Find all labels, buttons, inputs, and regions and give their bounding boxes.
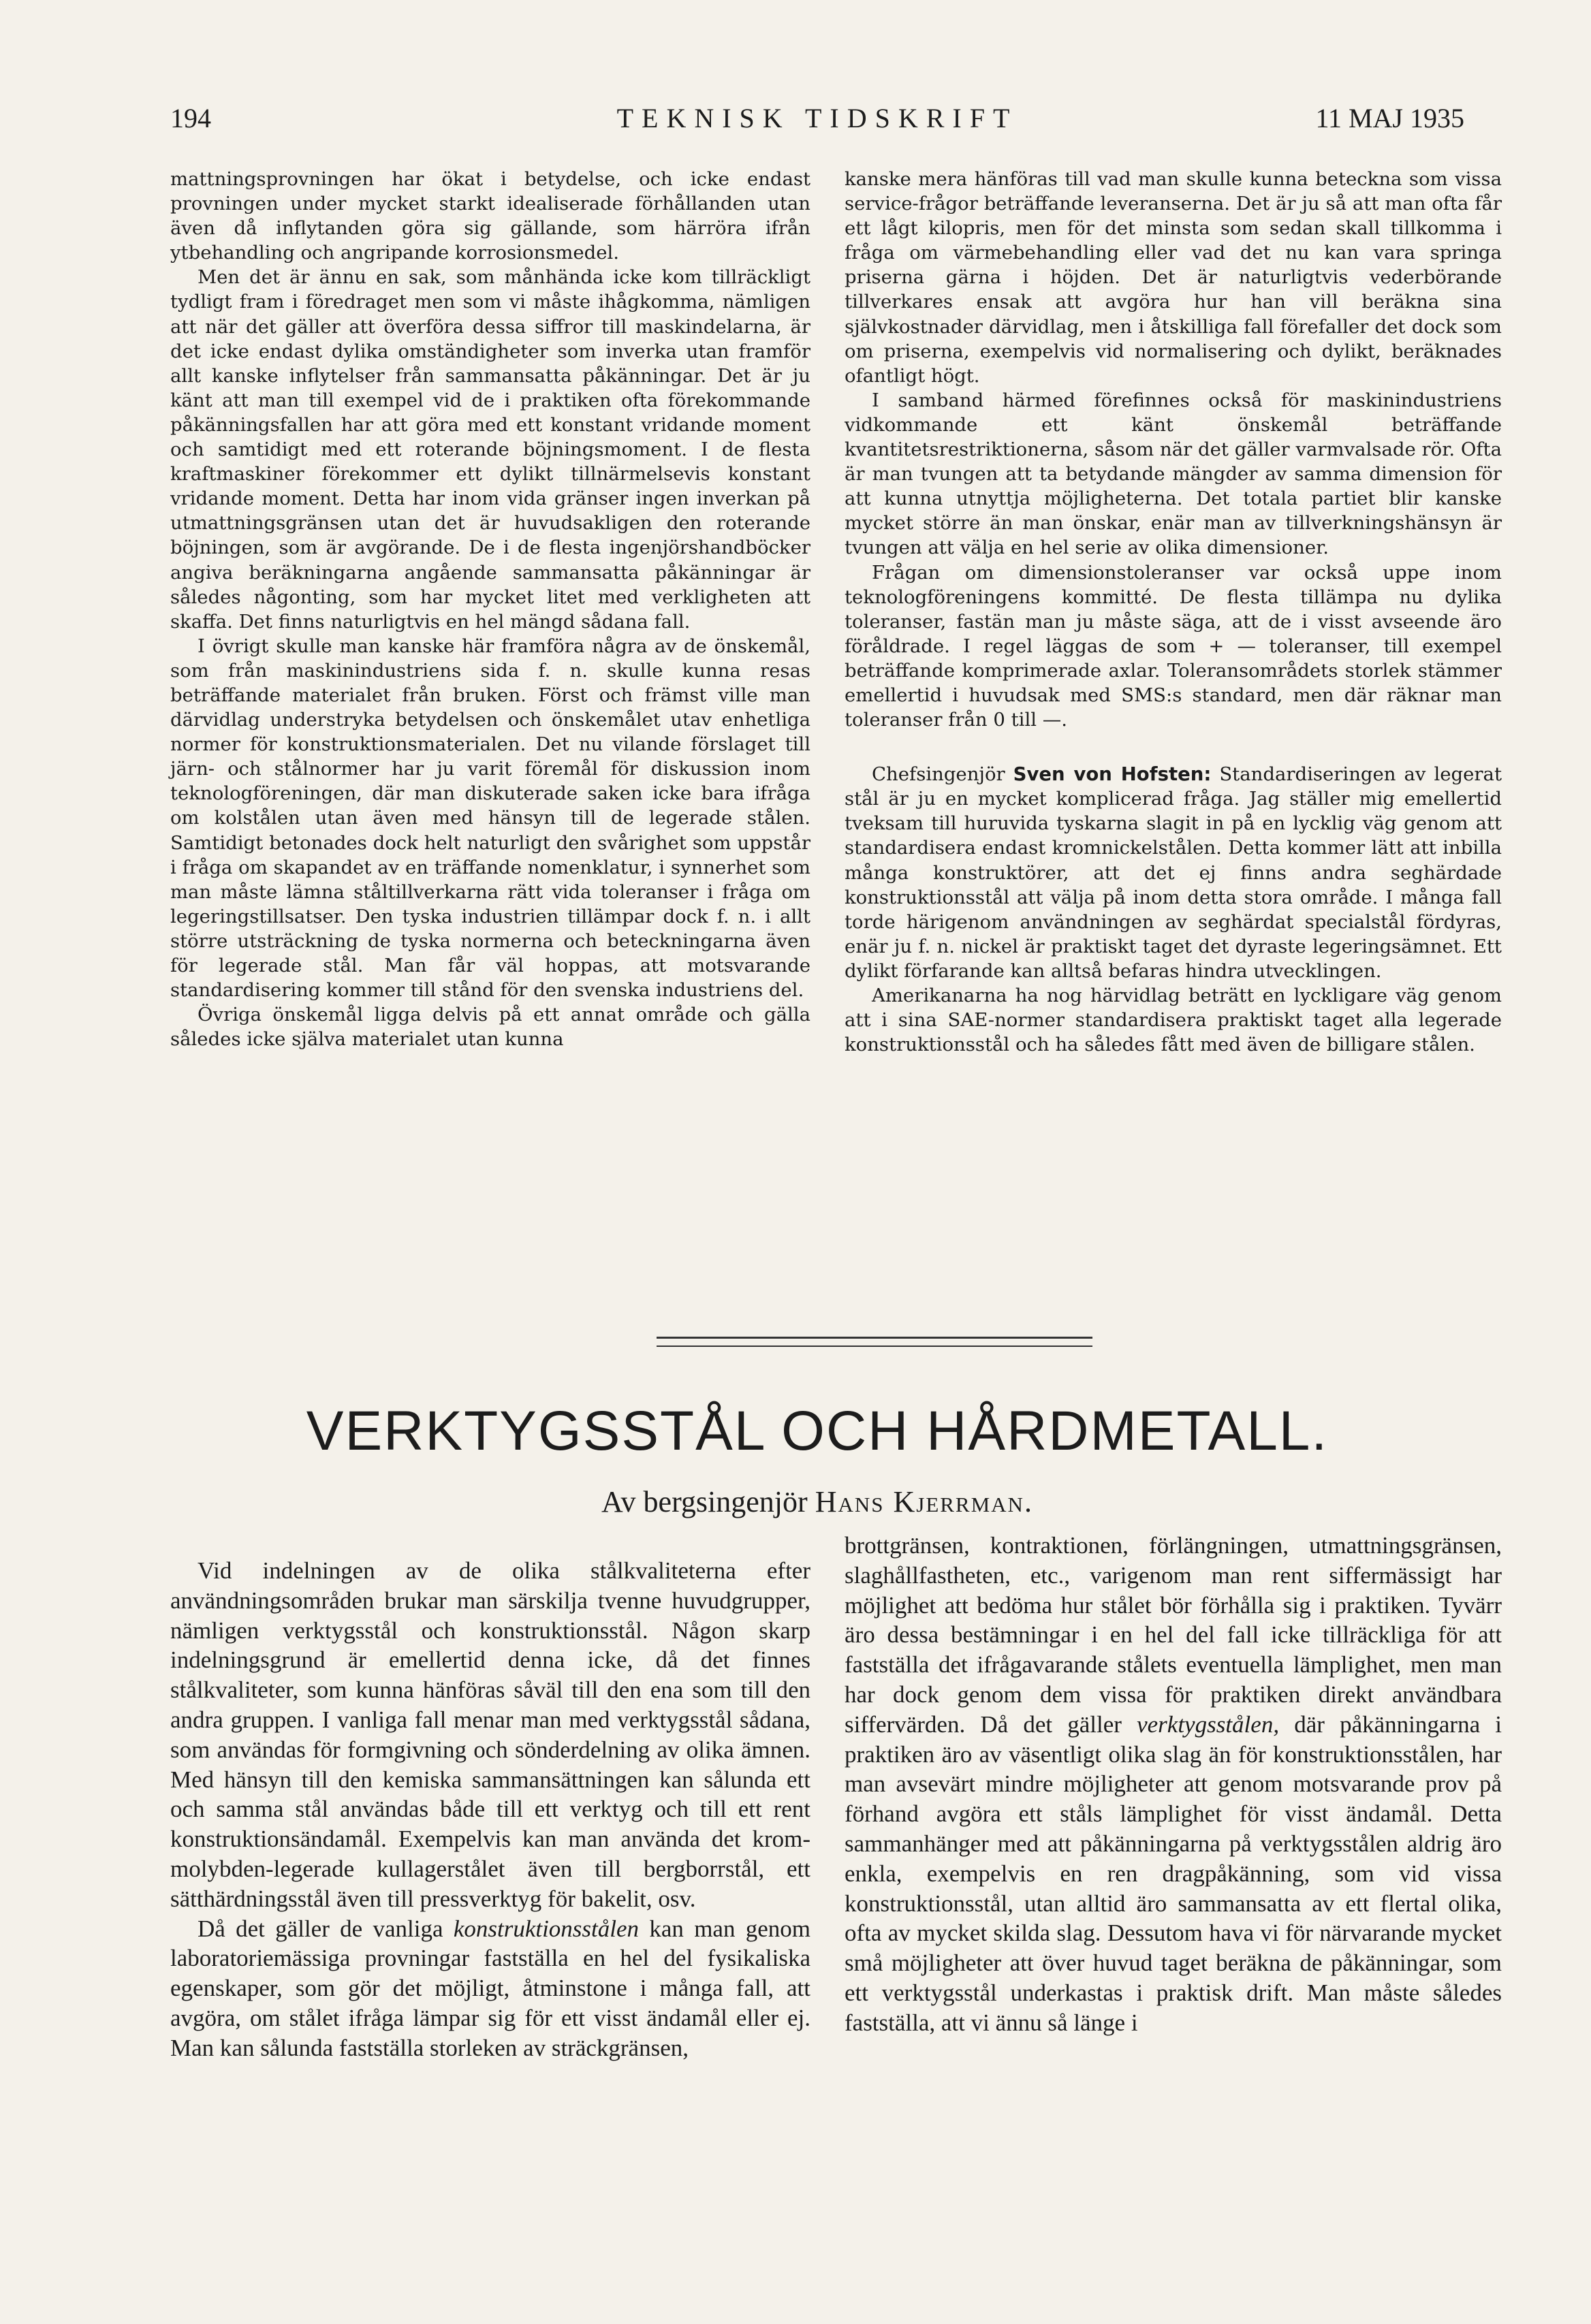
paragraph <box>170 1914 810 2063</box>
text-run: där påkänningarna i praktiken äro av väsentligt olika slag än för konstruktionsstålen, har man avsevärt mindre möjligheter att genom motsvarande prov på förhand avgöra ett ståls lämplighet för visst ändamål. Detta sammanhänger med att påkänningarna på verktygsstålen aldrig äro enkla, exempelvis en ren dragpåkänning, som vid vissa konstruktionsstål, utan alltid äro sammansatta av ett flertal olika, ofta av mycket skilda slag. Dessutom hava vi för närvarande mycket små möjligheter att över huvud taget beräkna de påkänningar, som ett verktygsstål underkastas i praktisk drift. Man måste således fastställa, att vi ännu så länge i <box>845 1710 1502 2036</box>
discussion-column-right <box>845 167 1502 1215</box>
page-number: 194 <box>170 103 211 133</box>
article-byline <box>170 1484 1464 1519</box>
journal-title: TEKNISK TIDSKRIFT <box>616 103 1018 133</box>
paragraph: Frågan om dimensionstoleranser var också uppe inom teknologföreningens kommitté. De flesta tillämpa nu dylika toleranser, fastän man ju måste säga, att de i visst avseende äro föråldrade. I regel läggas de som + — toleranser, till exempel beträffande komprimerade axlar. Toleransområdets storlek stämmer emellertid i huvudsak med SMS:s standard, men där räknar man toleranser från 0 till —. <box>845 561 1502 731</box>
paragraph: I övrigt skulle man kanske här framföra några av de önskemål, som från maskinindustriens sida f. n. skulle kunna resas beträffande materialet från bruken. Först och främst ville man därvidlag understryka betydelsen och önskemålet utav enhetliga normer för konstruktionsmaterialen. Det nu vilande förslaget till järn- och stålnormer har ju varit föremål för diskussion inom teknologföreningen, där man diskuterade saken icke bara ifråga om kolstålen utan även med hänsyn till de legerade stålen. Samtidigt betonades dock helt naturligt den svårighet som uppstår i fråga om skapandet av en träffande nomenklatur, i synnerhet som man måste lämna ståltillverkarna rätt vida toleranser i fråga om legeringstillsatser. Den tyska industrien tillämpar dock f. n. i allt större utsträckning de tyska normerna och beteckningarna även för legerade stål. Man får väl hoppas, att motsvarande standardisering kommer till stånd för den svenska industriens del. <box>170 635 810 1002</box>
text-run: brottgränsen, kontraktionen, förlängningen, utmattningsgränsen, slaghållfastheten, etc., varigenom man rent siffermässigt har möjlighet att bedöma hur stålet bör förhålla sig i praktiken. Tyvärr äro dessa bestämningar i en hel del fall icke tillräckliga för att fastställa det ifrågavarande stålets eventuella lämplighet, men man har dock genom dem vissa för praktiken direkt användbara siffervärden. Då det gäller <box>845 1532 1502 1738</box>
article-column-right <box>845 1531 1502 2212</box>
text-run: kan man genom laboratoriemässiga provningar fastställa en hel del fysikaliska egenskaper, som gör det möjligt, åtminstone i många fall, att avgöra, om stålet ifråga lämpar sig för ett visst ändamål eller ej. Man kan sålunda fastställa storleken av sträckgränsen, <box>170 1915 811 2061</box>
paragraph: Övriga önskemål ligga delvis på ett annat område och gälla således icke själva materialet utan kunna <box>170 1004 810 1051</box>
paragraph: Men det är ännu en sak, som månhända icke kom tillräckligt tydligt fram i föredraget men som vi måste ihågkomma, nämligen att när det gäller att överföra dessa siffror till maskindelarna, är det icke endast dylika omständigheter som inverka utan framför allt kanske inflytelser från sammansatta påkänningar. Det är ju känt att man till exempel vid de i praktiken ofta förekommande påkänningsfallen har att göra med ett konstant vridande moment och samtidigt med ett roterande böjningsmoment. I de flesta kraftmaskiner förekommer ett dylikt tillnärmelsevis konstant vridande moment. Detta har inom vida gränser ingen inverkan på utmattningsgränsen utan det är huvudsakligen den roterande böjningen, som är avgörande. De i de flesta ingenjörshandböcker angiva beräkningarna angående sammansatta påkänningar är således någonting, som har mycket litet med verkligheten att skaffa. Det finns naturligtvis en hel mängd sådana fall. <box>170 266 810 633</box>
paragraph: Vid indelningen av de olika stålkvaliteterna efter användningsområden brukar man särskilja tvenne huvudgrupper, nämligen verktygsstål och konstruktionsstål. Någon skarp indelningsgrund är emellertid denna icke, då det finnes stålkvaliteter, som kunna hänföras såväl till den ena som till den andra gruppen. I vanliga fall menar man med verktygsstål sådana, som användas för formgivning och sönderdelning av olika ämnen. Med hänsyn till den kemiska sammansättningen kan sålunda ett och samma stål användas både till ett verktyg och till ett rent konstruktionsändamål. Exempelvis kan man använda det krom-molybden-legerade kullagerstålet även till bergborrstål, ett sätthärdningsstål även till pressverktyg för bakelit, osv. <box>170 1557 810 1912</box>
article-title: VERKTYGSSTÅL OCH HÅRDMETALL. <box>306 1400 1329 1462</box>
emphasis-term: verktygsstålen, <box>1137 1710 1280 1738</box>
paragraph: mattningsprovningen har ökat i betydelse, och icke endast provningen under mycket starkt idealiserade förhållanden utan även då inflytanden göra sig gällande, som härröra ifrån ytbehandling och angripande korrosionsmedel. <box>170 168 810 264</box>
discussion-column-left <box>170 167 810 1318</box>
author-name: Hans Kjerrman. <box>815 1485 1033 1518</box>
speaker-text: Standardiseringen av legerat stål är ju en mycket komplicerad fråga. Jag ställer mig emellertid tveksam till huruvida tyskarna slagit in på en lycklig väg genom att standardisera endast kromnickelstålen. Detta kommer lätt att inbilla många konstruktörer, att det ej finns andra seghärdade konstruktionsstål att välja på inom detta stora område. I många fall torde härigenom användningen av seghärdat specialstål fördyras, enär ju f. n. nickel är praktiskt taget det dyraste legeringsämnet. Ett dylikt förfarande kan alltså befaras hindra utvecklingen. <box>845 763 1502 982</box>
paragraph: kanske mera hänföras till vad man skulle kunna beteckna som vissa service-frågor beträffande leveranserna. Det är ju så att man ofta får ett lågt kilopris, men för det minsta som sedan skall tillkomma i fråga om värmebehandling eller vad det nu kan vara springa priserna gärna i höjden. Det är naturligtvis vederbörande tillverkares ensak att avgöra hur han vill beräkna sina självkostnader därvidlag, men i åtskilliga fall förefaller det dock som om priserna, exempelvis vid normalisering och dylikt, beräknades ofantligt högt. <box>845 168 1502 387</box>
paragraph: Amerikanarna ha nog härvidlag beträtt en lyckligare väg genom att i sina SAE-normer standardisera praktiskt taget alla legerade konstruktionsstål och ha således fått med även de billigare stålen. <box>845 985 1502 1056</box>
paragraph <box>845 1531 1502 2038</box>
byline-prefix: Av bergsingenjör <box>601 1485 808 1518</box>
section-divider <box>657 1337 1092 1347</box>
article-column-left <box>170 1556 810 2210</box>
page-header <box>170 102 1464 143</box>
issue-date: 11 MAJ 1935 <box>1315 103 1464 133</box>
speaker-name: Sven von Hofsten: <box>1013 763 1212 786</box>
text-run: Då det gäller de vanliga <box>198 1915 443 1942</box>
emphasis-term: konstruktionsstålen <box>453 1915 640 1942</box>
speaker-title: Chefsingenjör <box>872 763 1005 786</box>
paragraph: I samband härmed förefinnes också för maskinindustriens vidkommande ett känt önskemål beträffande kvantitetsrestriktionerna, såsom när det gäller varmvalsade rör. Ofta är man tvungen att ta betydande mängder av samma dimension för att kunna utnyttja möjligheterna. Det totala partiet blir kanske mycket större än man önskar, enär man av tillverkningshänsyn är tvungen att välja en hel serie av olika dimensioner. <box>845 389 1502 559</box>
speaker-paragraph <box>845 762 1502 983</box>
